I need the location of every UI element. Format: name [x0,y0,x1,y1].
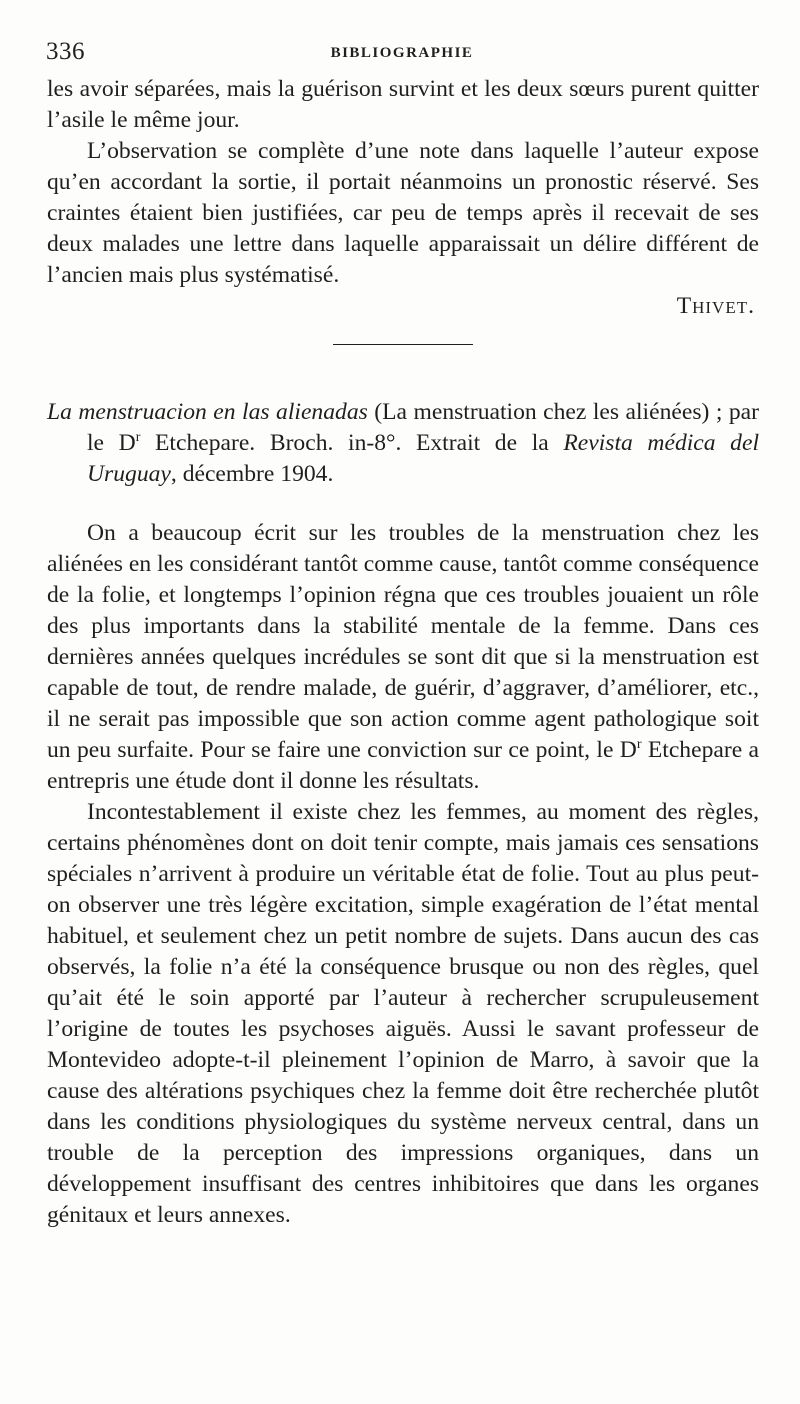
citation-title: La menstruacion en las alienadas [47,399,368,425]
running-head: BIBLIOGRAPHIE [330,45,474,61]
doctor-superscript: r [636,737,642,752]
citation-doctor-superscript: r [135,430,141,445]
paragraph-review-intro-text-1: On a beaucoup écrit sur les troubles de la menstruation chez les aliénées en les considérant tantôt comme cause, tantôt comme conséquence de la folie, et longtemps l’opinion régna que ces troubles jouaient un rôle des plus importants dans la stabilité mentale de la femme. Dans ces dernières années quelques incrédules se sont dit que si la menstruation est capable de tout, de rendre malade, de guérir, d’aggraver, d’améliorer, etc., il ne serait pas impossible que son action comme agent pathologique soit un peu surfaite. Pour se faire une conviction sur ce point, le D [47,520,759,763]
paragraph-review-findings: Incontestablement il existe chez les femmes, au moment des règles, certains phénomènes dont on doit tenir compte, mais jamais ces sensations spéciales n’arrivent à produire un véritable état de folie. Tout au plus peut-on observer une très légère excitation, simple exagération de l’état mental habituel, et seulement chez un petit nombre de sujets. Dans aucun des cas observés, la folie n’a été la conséquence brusque ou non des règles, quel qu’ait été le soin apporté par l’auteur à rechercher scrupuleusement l’origine de toutes les psychoses aiguës. Aussi le savant professeur de Montevideo adopte-t-il pleinement l’opinion de Marro, à savoir que la cause des altérations psychiques chez la femme doit être recherchée plutôt dans les conditions physiologiques du système nerveux central, dans un trouble de la perception des impressions organiques, dans un développement insuffisant des centres inhibitoires que dans les organes génitaux et leurs annexes. [47,799,759,1228]
page-number: 336 [46,38,85,65]
page-header [46,36,758,76]
paragraph-observation: L’observation se complète d’une note dans laquelle l’auteur expose qu’en accordant la sortie, il portait néanmoins un pronostic réservé. Ses craintes étaient bien justifiées, car peu de temps après il recevait de ses deux malades une lettre dans laquelle apparaissait un délire différent de l’ancien mais plus systématisé. [47,138,759,288]
paragraph-continuation: les avoir séparées, mais la guérison survint et les deux sœurs purent quitter l’asile le même jour. [47,76,759,133]
bibliographic-citation [47,397,759,490]
section-divider [333,344,473,345]
body-text [47,74,759,1231]
paragraph-review-intro [47,518,759,797]
citation-text-3: , décembre 1904. [170,461,334,487]
paragraph-review-intro-text-2: Etchepare a entrepris une étude dont il donne les résultats. [47,737,759,794]
citation-text-1: (La menstruation chez les aliénées) ; par le D [87,399,759,456]
author-signature: Thivet. [676,293,755,319]
citation-journal: Revista médica del Uruguay [87,430,760,487]
citation-text-2: Etchepare. Broch. in-8°. Extrait de la [140,430,564,456]
